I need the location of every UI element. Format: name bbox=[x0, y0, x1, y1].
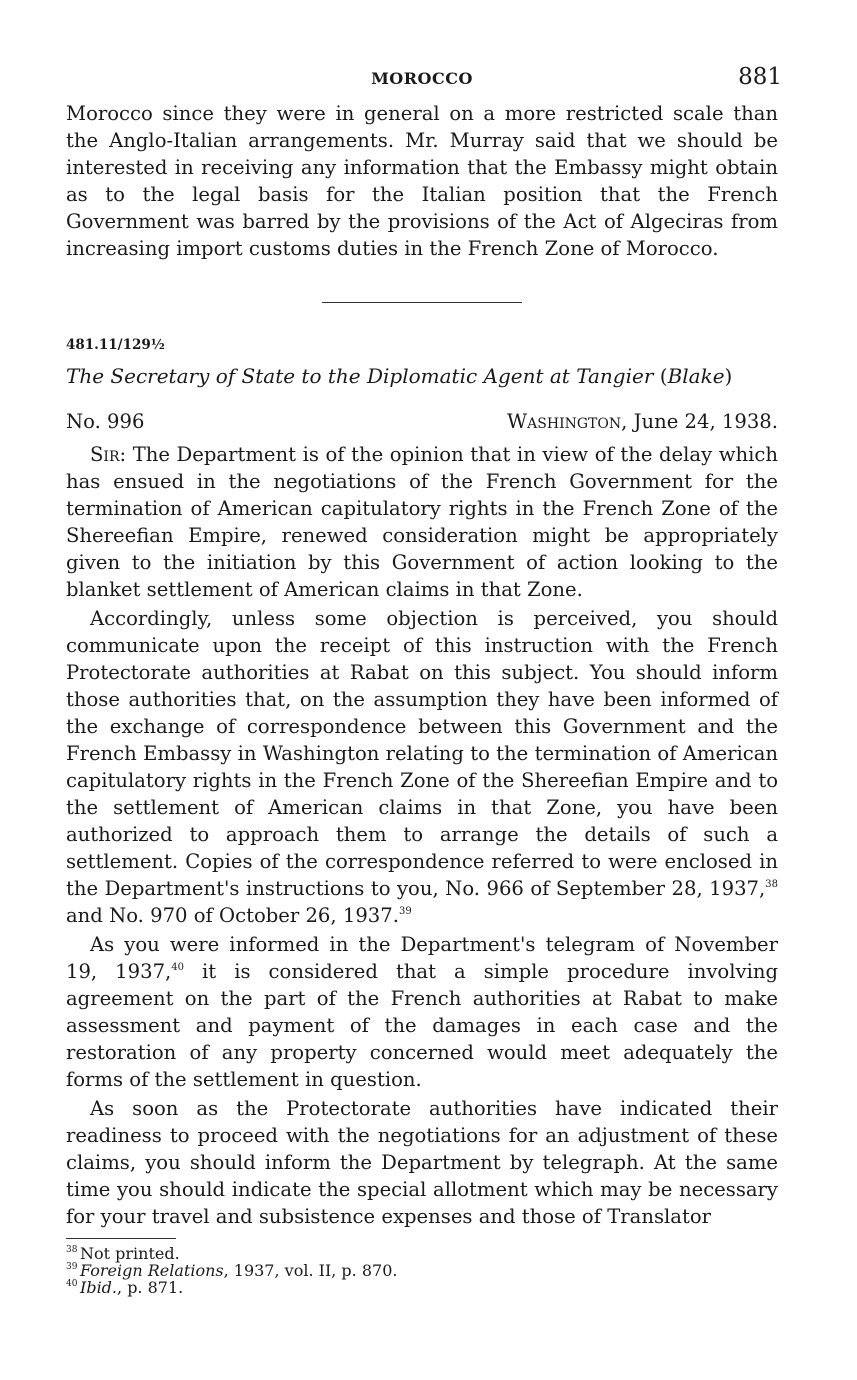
paragraph-1 bbox=[66, 441, 778, 603]
title-paren-open: ( bbox=[653, 364, 668, 388]
title-paren-close: ) bbox=[724, 364, 733, 388]
section-divider bbox=[322, 302, 522, 303]
footnotes bbox=[66, 1245, 778, 1296]
continuation-paragraph: Morocco since they were in general on a more restricted scale than the Anglo-Italian arrangements. Mr. Murray said that we should be interested in receiving any information that the Embassy might obtain as to the legal basis for the Italian position that the French Government was barred by the provisions of the Act of Algeciras from increasing import customs duties in the French Zone of Morocco. bbox=[66, 102, 778, 260]
paragraph-2 bbox=[66, 605, 778, 929]
place: Washington bbox=[507, 410, 622, 433]
footnote-source: Ibid. bbox=[80, 1278, 118, 1297]
paragraph-2-tail: and No. 970 of October 26, 1937. bbox=[66, 904, 399, 927]
dateline bbox=[66, 409, 778, 435]
footnote-40 bbox=[66, 1279, 778, 1296]
footnote-mark: 38 bbox=[66, 1245, 78, 1255]
paragraph-2-text: Accordingly, unless some objection is perceived, you should communicate upon the receipt of this instruction with the French Protectorate authorities at Rabat on this subject. You should inform those authorities that, on the assumption they have been informed of the exchange of correspondence between this Government and the French Embassy in Washington relating to the termination of American capitulatory rights in the French Zone of the Shereefian Empire and to the settlement of American claims in that Zone, you have been authorized to approach them to arrange the details of such a settlement. Copies of the correspondence referred to were enclosed in the Department's instructions to you, No. 966 of September 28, 1937, bbox=[66, 607, 778, 900]
paragraph-1-text: : The Department is of the opinion that in view of the delay which has ensued in the negotiations of the French Government for the termination of American capitulatory rights in the French Zone of the Shereefian Empire, renewed consideration might be appropriately given to the initiation by this Government of action looking to the blanket settlement of American claims in that Zone. bbox=[66, 443, 778, 601]
footnote-divider bbox=[66, 1238, 176, 1239]
footnote-ref-38: 38 bbox=[765, 879, 778, 890]
title-name: Blake bbox=[667, 364, 725, 388]
title-main: The Secretary of State to the Diplomatic Agent at Tangier bbox=[66, 364, 654, 388]
page-number: 881 bbox=[738, 64, 782, 90]
instruction-number: No. 996 bbox=[66, 410, 145, 433]
paragraph-3 bbox=[66, 931, 778, 1093]
date: , June 24, 1938. bbox=[621, 410, 778, 433]
salutation: Sir bbox=[90, 443, 120, 466]
document-title bbox=[66, 363, 778, 389]
footnote-mark: 39 bbox=[66, 1262, 78, 1272]
footnote-text: Not printed. bbox=[80, 1244, 180, 1263]
document-page bbox=[66, 64, 782, 1297]
footnote-source: Foreign Relations bbox=[80, 1261, 224, 1280]
file-number: 481.11/129½ bbox=[66, 337, 165, 353]
footnote-ref-39: 39 bbox=[398, 906, 412, 917]
paragraph-3-start: As you were informed in the Department's telegram of November 19, 1937, bbox=[66, 933, 778, 983]
paragraph-4: As soon as the Protectorate authorities have indicated their readiness to proceed with the negotiations for an adjustment of these claims, you should inform the Department by telegraph. At the same time you should indicate the special allotment which may be necessary for your travel and subsistence expenses and those of Translator bbox=[66, 1097, 778, 1228]
running-title: MOROCCO bbox=[371, 69, 473, 88]
footnote-ref-40: 40 bbox=[171, 962, 185, 973]
footnote-text: , p. 871. bbox=[117, 1278, 184, 1297]
footnote-39 bbox=[66, 1262, 778, 1279]
footnote-text: , 1937, vol. II, p. 870. bbox=[223, 1261, 398, 1280]
place-date bbox=[507, 409, 778, 435]
footnote-38 bbox=[66, 1245, 778, 1262]
footnote-mark: 40 bbox=[66, 1279, 78, 1289]
page-header bbox=[66, 64, 782, 100]
paragraph-3-rest: it is considered that a simple procedure involving agreement on the part of the French authorities at Rabat to make assessment and payment of the damages in each case and the restoration of any property concerned would meet adequately the forms of the settlement in question. bbox=[66, 960, 778, 1091]
